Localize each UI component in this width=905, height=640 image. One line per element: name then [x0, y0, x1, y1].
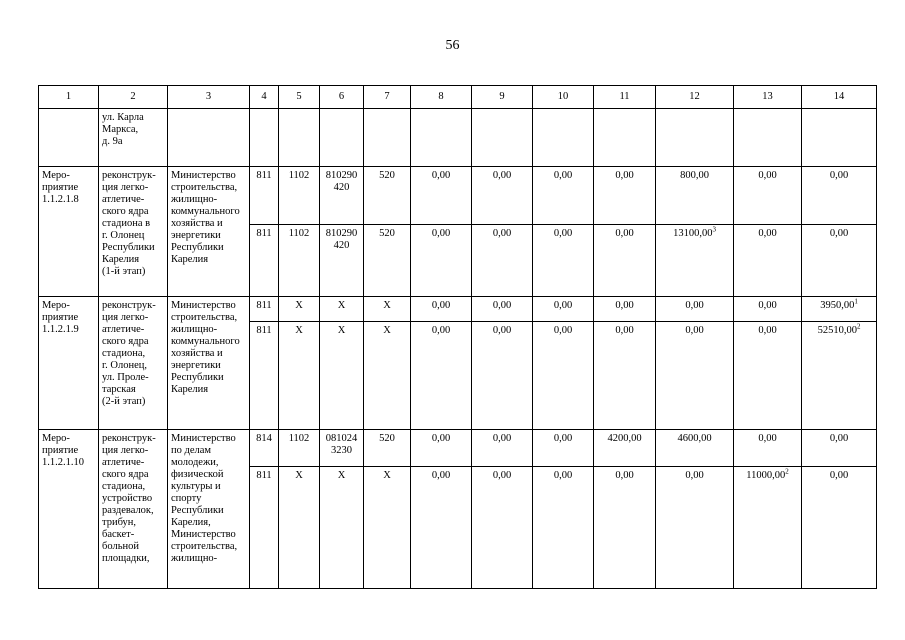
responsible-ministry: Министерство строительства, жилищно- коммунального хозяйства и энергетики Республики Карелия: [168, 297, 250, 430]
table-cell: 0,00: [594, 297, 656, 322]
table-row-address-continuation: [39, 109, 877, 167]
table-cell: 0,00: [734, 297, 802, 322]
table-cell: 0,00: [656, 297, 734, 322]
table-cell: 13100,00$^3$: [656, 225, 734, 297]
measure-description: реконструк- ция легко- атлетиче- ского ядра стадиона в г. Олонец Республики Карелия (1-й этап): [99, 167, 168, 297]
table-cell: 520: [364, 225, 411, 297]
column-header: 3: [168, 86, 250, 109]
footnote-mark: 1: [854, 297, 858, 306]
table-cell: 0,00: [411, 167, 472, 225]
table-cell: 0,00: [472, 430, 533, 467]
responsible-ministry: Министерство по делам молодежи, физической культуры и спорту Республики Карелия, Министерство строительства, жилищно-: [168, 430, 250, 589]
table-cell: 0,00: [734, 225, 802, 297]
table-cell: Х: [364, 322, 411, 430]
table-cell: 0,00: [734, 430, 802, 467]
table-cell: 0,00: [411, 322, 472, 430]
table-cell: 0,00: [472, 467, 533, 589]
measure-description: реконструк- ция легко- атлетиче- ского ядра стадиона, устройство раздевалок, трибун, баскет- больной площадки,: [99, 430, 168, 589]
table-cell: 0,00: [802, 225, 877, 297]
column-header: 14: [802, 86, 877, 109]
table-cell: 0,00: [411, 430, 472, 467]
table-cell: 1102: [279, 225, 320, 297]
table-row: [39, 167, 877, 225]
budget-table: [38, 85, 877, 589]
table-cell: Х: [320, 297, 364, 322]
responsible-ministry: Министерство строительства, жилищно- коммунального хозяйства и энергетики Республики Карелия: [168, 167, 250, 297]
table-cell: 0,00: [411, 297, 472, 322]
table-cell: 0,00: [594, 322, 656, 430]
table-cell: 0,00: [411, 467, 472, 589]
table-cell: 0,00: [533, 167, 594, 225]
column-header: 12: [656, 86, 734, 109]
table-cell: 811: [250, 322, 279, 430]
table-cell: 11000,00$^2$: [734, 467, 802, 589]
footnote-mark: 2: [785, 467, 789, 476]
table-cell: 810290 420: [320, 167, 364, 225]
table-cell: 0,00: [533, 430, 594, 467]
column-header: 9: [472, 86, 533, 109]
table-cell: ул. Карла Маркса, д. 9а: [99, 109, 168, 167]
table-cell: 0,00: [802, 167, 877, 225]
table-row: [39, 297, 877, 322]
column-header: 5: [279, 86, 320, 109]
header-row: [39, 86, 877, 109]
table-cell: 520: [364, 430, 411, 467]
column-header: 13: [734, 86, 802, 109]
table-cell: 800,00: [656, 167, 734, 225]
table-row: [39, 430, 877, 467]
table-cell: 0,00: [594, 467, 656, 589]
table-cell: 0,00: [734, 167, 802, 225]
column-header: 6: [320, 86, 364, 109]
table-cell: Х: [320, 467, 364, 589]
table-cell: 0,00: [802, 430, 877, 467]
table-cell: 811: [250, 297, 279, 322]
column-header: 1: [39, 86, 99, 109]
table-cell: 0,00: [533, 225, 594, 297]
table-cell: 0,00: [533, 322, 594, 430]
table-cell: 52510,00$^2$: [802, 322, 877, 430]
table-cell: 0,00: [656, 467, 734, 589]
column-header: 4: [250, 86, 279, 109]
table-cell: 0,00: [802, 467, 877, 589]
column-header: 8: [411, 86, 472, 109]
table-cell: 0,00: [734, 322, 802, 430]
table-cell: 3950,00$^1$: [802, 297, 877, 322]
table-cell: 0,00: [533, 467, 594, 589]
table-cell: 081024 3230: [320, 430, 364, 467]
table-cell: 0,00: [594, 167, 656, 225]
table-cell: Х: [279, 467, 320, 589]
table-cell: 0,00: [656, 322, 734, 430]
footnote-mark: 3: [712, 225, 716, 234]
table-cell: 1102: [279, 430, 320, 467]
column-header: 10: [533, 86, 594, 109]
table-cell: 0,00: [533, 297, 594, 322]
table-cell: 1102: [279, 167, 320, 225]
table-cell: 0,00: [594, 225, 656, 297]
table-cell: 810290 420: [320, 225, 364, 297]
table-cell: 811: [250, 225, 279, 297]
table-cell: 0,00: [411, 225, 472, 297]
table-cell: 0,00: [472, 225, 533, 297]
footnote-mark: 2: [856, 322, 861, 331]
table-cell: 4200,00: [594, 430, 656, 467]
measure-id: Меро- приятие 1.1.2.1.9: [39, 297, 99, 430]
table-cell: Х: [364, 297, 411, 322]
table-cell: 814: [250, 430, 279, 467]
table-cell: 4600,00: [656, 430, 734, 467]
page-number: 56: [445, 38, 460, 53]
table-cell: Х: [320, 322, 364, 430]
table-cell: Х: [279, 297, 320, 322]
measure-id: Меро- приятие 1.1.2.1.10: [39, 430, 99, 589]
table-cell: 0,00: [472, 297, 533, 322]
table-cell: Х: [279, 322, 320, 430]
table-cell: 0,00: [472, 322, 533, 430]
measure-id: Меро- приятие 1.1.2.1.8: [39, 167, 99, 297]
table-cell: 811: [250, 167, 279, 225]
table-cell: 520: [364, 167, 411, 225]
measure-description: реконструк- ция легко- атлетиче- ского ядра стадиона, г. Олонец, ул. Проле- тарская (2-й этап): [99, 297, 168, 430]
column-header: 2: [99, 86, 168, 109]
table-cell: Х: [364, 467, 411, 589]
column-header: 11: [594, 86, 656, 109]
column-header: 7: [364, 86, 411, 109]
table-cell: 0,00: [472, 167, 533, 225]
table-cell: 811: [250, 467, 279, 589]
